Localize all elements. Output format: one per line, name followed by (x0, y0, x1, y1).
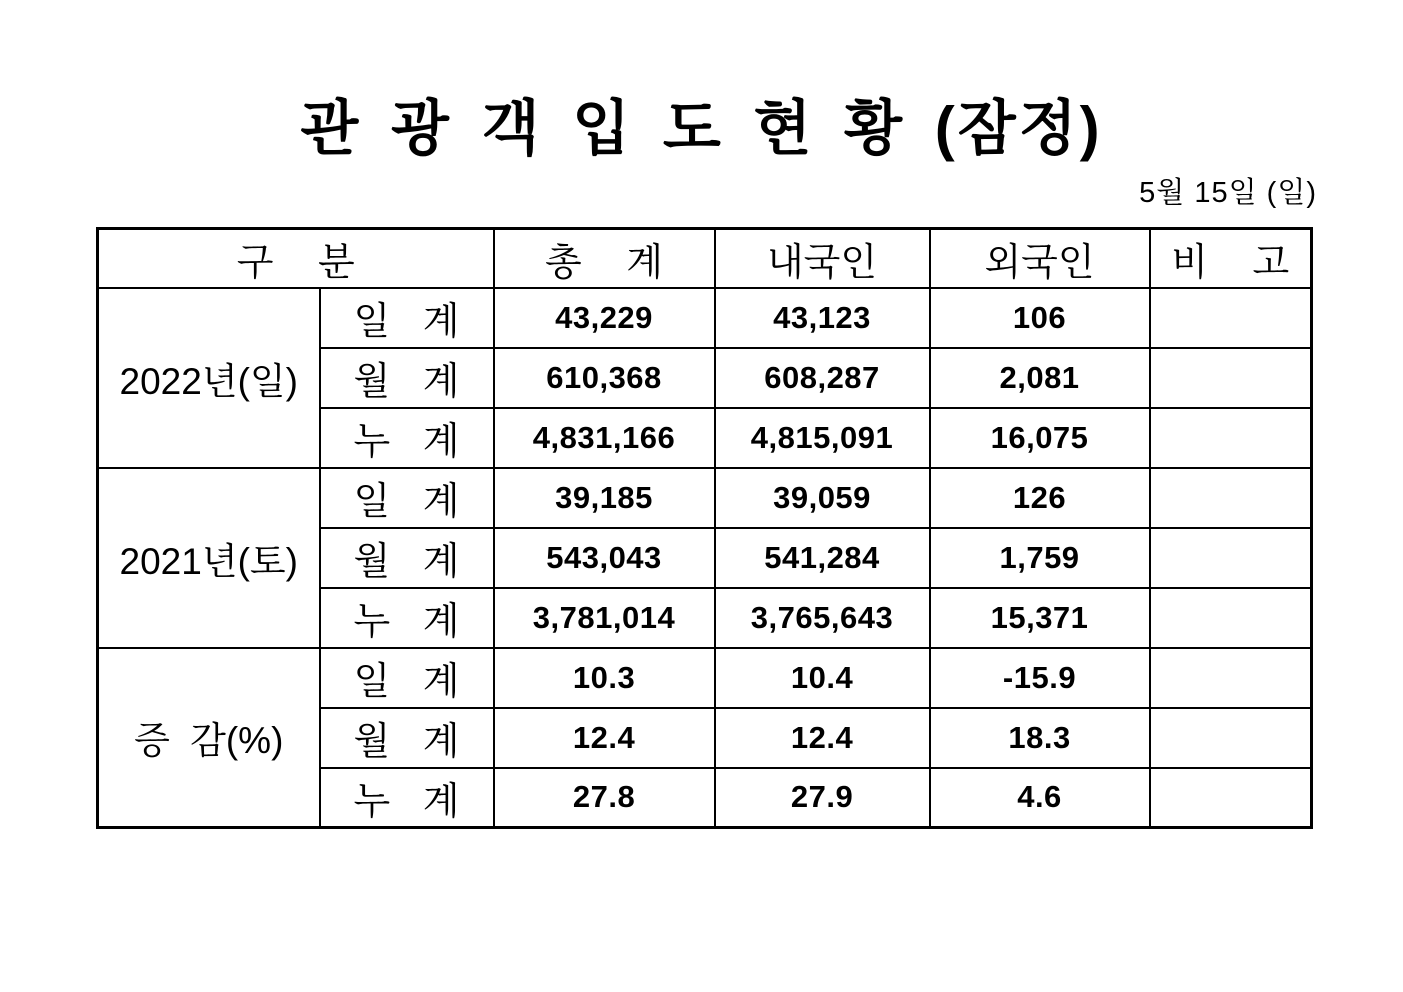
value-note (1150, 468, 1312, 528)
value-domestic: 43,123 (715, 288, 930, 348)
value-total: 27.8 (494, 768, 715, 828)
row-label-cell: 일 계 (320, 288, 494, 348)
header-foreign: 외국인 (930, 229, 1150, 288)
value-foreign: 4.6 (930, 768, 1150, 828)
row-label-cell: 누 계 (320, 768, 494, 828)
value-foreign: 126 (930, 468, 1150, 528)
value-foreign: 18.3 (930, 708, 1150, 768)
value-foreign: 15,371 (930, 588, 1150, 648)
group-label-change: 증 감(%) (98, 648, 320, 828)
row-label-cell: 월 계 (320, 348, 494, 408)
header-category: 구 분 (98, 229, 494, 288)
header-note: 비 고 (1150, 229, 1312, 288)
header-row (98, 229, 1312, 288)
value-note (1150, 288, 1312, 348)
value-total: 4,831,166 (494, 408, 715, 468)
value-total: 610,368 (494, 348, 715, 408)
value-total: 10.3 (494, 648, 715, 708)
value-note (1150, 708, 1312, 768)
value-domestic: 27.9 (715, 768, 930, 828)
row-label-cell: 누 계 (320, 588, 494, 648)
value-domestic: 39,059 (715, 468, 930, 528)
table-row (98, 648, 1312, 708)
value-domestic: 10.4 (715, 648, 930, 708)
row-label-cell: 월 계 (320, 708, 494, 768)
header-domestic: 내국인 (715, 229, 930, 288)
value-domestic: 608,287 (715, 348, 930, 408)
table-row (98, 468, 1312, 528)
value-total: 12.4 (494, 708, 715, 768)
value-note (1150, 588, 1312, 648)
value-note (1150, 528, 1312, 588)
value-total: 3,781,014 (494, 588, 715, 648)
value-foreign: -15.9 (930, 648, 1150, 708)
header-total: 총 계 (494, 229, 715, 288)
value-note (1150, 648, 1312, 708)
value-note (1150, 408, 1312, 468)
value-domestic: 3,765,643 (715, 588, 930, 648)
table-row (98, 288, 1312, 348)
value-foreign: 16,075 (930, 408, 1150, 468)
value-note (1150, 348, 1312, 408)
group-label-2021: 2021년(토) (98, 468, 320, 648)
tourist-arrivals-table (96, 227, 1313, 829)
value-domestic: 541,284 (715, 528, 930, 588)
group-label-2022: 2022년(일) (98, 288, 320, 468)
value-domestic: 4,815,091 (715, 408, 930, 468)
row-label-cell: 월 계 (320, 528, 494, 588)
value-total: 39,185 (494, 468, 715, 528)
value-domestic: 12.4 (715, 708, 930, 768)
value-total: 43,229 (494, 288, 715, 348)
report-date: 5월 15일 (일) (1139, 177, 1317, 209)
row-label-cell: 누 계 (320, 408, 494, 468)
page-title: 관 광 객 입 도 현 황 (잠정) (300, 95, 1103, 162)
value-note (1150, 768, 1312, 828)
row-label-cell: 일 계 (320, 468, 494, 528)
value-foreign: 106 (930, 288, 1150, 348)
row-label-cell: 일 계 (320, 648, 494, 708)
value-foreign: 1,759 (930, 528, 1150, 588)
value-total: 543,043 (494, 528, 715, 588)
value-foreign: 2,081 (930, 348, 1150, 408)
